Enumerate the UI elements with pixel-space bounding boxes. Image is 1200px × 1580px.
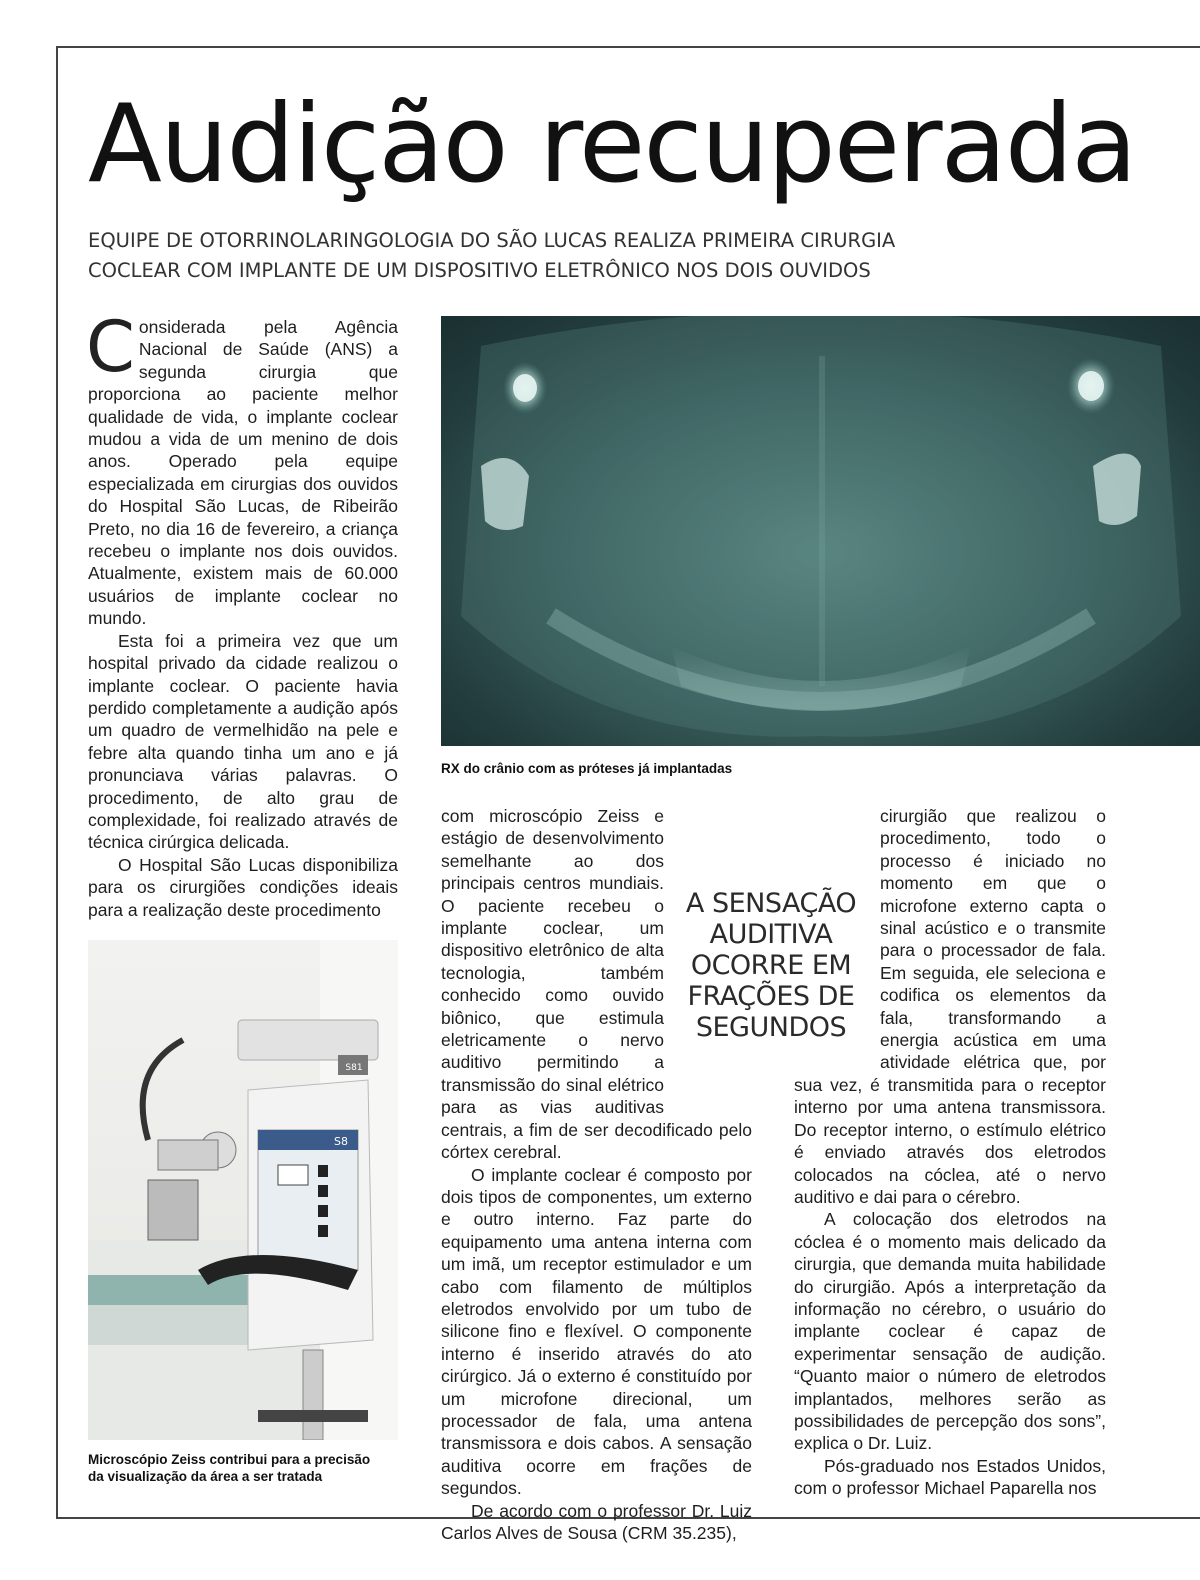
paragraph: cirurgião que realizou o procedimento, todo o processo é iniciado no momento em que o microfone externo capta o sinal acústico e o transmite para o processador de fala. Em seguida, ele seleciona e codifica os elementos da fala, transformando a energia acústica em uma atividade elétrica que, por sua vez, é transmitida para o receptor interno por uma antena transmissora. Do receptor interno, o estímulo elétrico é enviado através dos eletrodos colocados na cóclea, até o nervo auditivo e dai para o cérebro.	[794, 806, 1106, 1207]
paragraph: A colocação dos eletrodos na cóclea é o momento mais delicado da cirurgia, que demanda muita habilidade do cirurgião. Após a interpretação da informação no cérebro, o usuário do implante coclear é capaz de experimentar sensação de audição. “Quanto maior o número de eletrodos implantados, melhores serão as possibilidades de percepção dos sons”, explica o Dr. Luiz.	[794, 1209, 1106, 1454]
pullquote-space	[794, 849, 880, 1073]
microscope-caption: Microscópio Zeiss contribui para a precisão da visualização da área a ser tratada	[88, 1452, 371, 1484]
article-subtitle	[88, 226, 896, 286]
unit-label: S8	[334, 1135, 348, 1148]
paragraph: O implante coclear é composto por dois tipos de componentes, um externo e outro interno. Faz parte do equipamento uma antena interna com um imã, um receptor estimulador e um cabo com filamento de múltiplos eletrodos envolvido por um tubo de silicone fino e flexível. O componente interno é inserido através do ato cirúrgico. Já o externo é constituído por um microfone direcional, um processador de fala, uma antena transmissora e dois cabos. A sensação auditiva ocorre em frações de segundos.	[441, 1164, 752, 1499]
text-column-1	[86, 306, 398, 921]
paragraph: Pós-graduado nos Estados Unidos, com o professor Michael Paparella nos	[794, 1455, 1106, 1499]
paragraph: Esta foi a primeira vez que um hospital privado da cidade realizou o implante coclear. O paciente havia perdido completamente a audição após um quadro de vermelhidão na pele e febre alta quando tinha um ano e já pronunciava várias palavras. O procedimento, de alto grau de complexidade, foi realizado através de técnica cirúrgica delicada.	[88, 630, 398, 853]
article-title: Audição recuperada	[88, 82, 1136, 207]
subtitle-line: COCLEAR COM IMPLANTE DE UM DISPOSITIVO ELETRÔNICO NOS DOIS OUVIDOS	[88, 259, 871, 282]
left-implant-processor	[481, 458, 529, 530]
paragraph: com microscópio Zeiss e estágio de desenvolvimento semelhante ao dos principais centros mundiais. O paciente recebeu o implante coclear, um dispositivo eletrônico de alta tecnologia, também conhecido como ouvido biônico, que estimula eletricamente o nervo auditivo permitindo a transmissão do sinal elétrico para as vias auditivas centrais, a fim de ser decodificado pelo córtex cerebral.	[441, 806, 752, 1163]
pull-quote-line: A SENSAÇÃO	[685, 888, 857, 919]
microscope-photo	[88, 940, 398, 1440]
paragraph: O Hospital São Lucas disponibiliza para os cirurgiões condições ideais para a realização deste procedimento	[88, 854, 398, 920]
drop-cap: C	[86, 306, 135, 388]
xray-image	[441, 316, 1200, 746]
paragraph: De acordo com o professor Dr. Luiz Carlos Alves de Sousa (CRM 35.235),	[441, 1500, 752, 1543]
xray-caption: RX do crânio com as próteses já implantadas	[441, 761, 733, 776]
panel-label: S81	[345, 1063, 363, 1073]
pull-quote-line: AUDITIVA	[709, 919, 833, 950]
right-implant-processor	[1093, 454, 1141, 526]
pull-quote-line: FRAÇÕES DE	[687, 981, 855, 1012]
pull-quote-line: SEGUNDOS	[695, 1012, 847, 1043]
text-column-3	[794, 805, 1106, 1500]
paragraph-text: onsiderada pela Agência Nacional de Saúde (ANS) a segunda cirurgia que proporciona ao paciente melhor qualidade de vida, o implante coclear mudou a vida de um menino de dois anos. Operado pela equipe especializada em cirurgias dos ouvidos do Hospital São Lucas, de Ribeirão Preto, no dia 16 de fevereiro, a criança recebeu o implante nos dois ouvidos. Atualmente, existem mais de 60.000 usuários de implante coclear no mundo.	[88, 317, 398, 629]
pull-quote-line: OCORRE EM	[690, 950, 852, 981]
xray-skull-photo	[441, 316, 1200, 746]
microscope-image	[88, 940, 398, 1440]
paragraph	[86, 306, 398, 630]
subtitle-line: EQUIPE DE OTORRINOLARINGOLOGIA DO SÃO LUCAS REALIZA PRIMEIRA CIRURGIA	[88, 229, 896, 252]
